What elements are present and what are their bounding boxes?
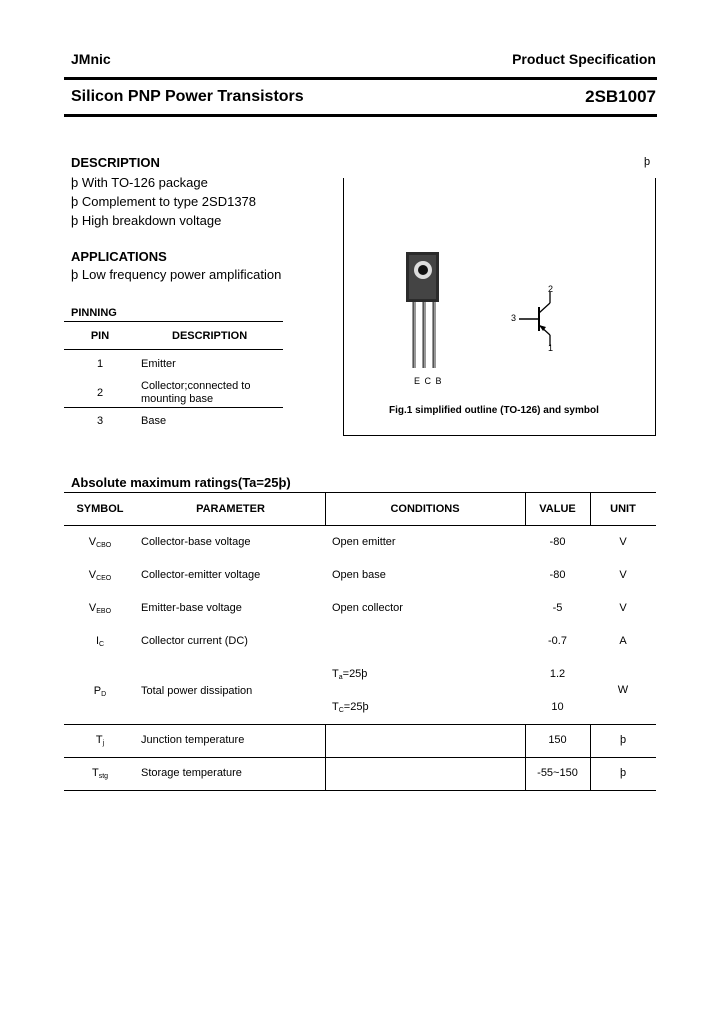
brand-name: JMnic <box>71 51 111 67</box>
ratings-col-value: VALUE <box>539 503 576 515</box>
symbol-pin-3: 3 <box>511 313 517 323</box>
pinning-rule-row <box>64 407 283 408</box>
ratings-condition: Open collector <box>332 602 403 614</box>
list-item <box>71 192 256 211</box>
ratings-parameter: Junction temperature <box>141 734 245 746</box>
ratings-value: -0.7 <box>548 635 567 647</box>
symbol-pin-1: 1 <box>548 343 554 353</box>
ratings-rule-top <box>64 492 656 493</box>
figure-caption: Fig.1 simplified outline (TO-126) and symbol <box>389 405 599 416</box>
ratings-condition: Open emitter <box>332 536 396 548</box>
applications-heading: APPLICATIONS <box>71 249 167 264</box>
ratings-col-unit: UNIT <box>610 503 636 515</box>
pinning-rule-top <box>64 321 283 322</box>
ratings-col-conditions: CONDITIONS <box>390 503 460 515</box>
ratings-condition: $T_a=25þ$ <box>332 668 368 681</box>
list-item <box>71 267 281 282</box>
pinning-heading: PINNING <box>71 307 117 319</box>
ratings-parameter: Collector-base voltage <box>141 536 251 548</box>
pin-description-line: mounting base <box>141 393 214 405</box>
document-type: Product Specification <box>512 51 656 67</box>
pin-description: Base <box>141 415 167 427</box>
bullet-icon: þ <box>71 175 79 190</box>
ratings-symbol: $V_{CEO}$ <box>88 569 112 582</box>
ratings-symbol: $T_j$ <box>95 734 105 747</box>
ratings-parameter: Collector-emitter voltage <box>141 569 261 581</box>
list-item <box>71 173 256 192</box>
bullet-icon: þ <box>71 213 79 228</box>
list-item-text: High breakdown voltage <box>81 213 222 228</box>
ratings-symbol: $V_{EBO}$ <box>88 602 112 615</box>
ratings-parameter: Emitter-base voltage <box>141 602 242 614</box>
ratings-col-symbol: SYMBOL <box>76 503 124 515</box>
ratings-parameter: Storage temperature <box>141 767 242 779</box>
list-item-text: Low frequency power amplification <box>81 267 282 282</box>
ratings-value: 10 <box>551 701 564 713</box>
corner-mark: þ <box>644 156 651 168</box>
ratings-heading: Absolute maximum ratings(Ta=25þ) <box>71 475 291 490</box>
pin-number: 2 <box>96 387 104 399</box>
ratings-unit: W <box>617 684 629 696</box>
list-item-text: Complement to type 2SD1378 <box>81 194 257 209</box>
list-item <box>71 211 256 230</box>
ratings-value: -80 <box>549 536 566 548</box>
figure-border-left <box>343 178 344 436</box>
pin-description <box>141 380 250 406</box>
ratings-col-divider <box>325 724 326 790</box>
ratings-unit: A <box>619 635 627 647</box>
ratings-unit: V <box>619 536 627 548</box>
bullet-icon: þ <box>71 194 79 209</box>
figure-border-right <box>655 178 656 436</box>
description-list <box>71 173 256 230</box>
ratings-symbol: $V_{CBO}$ <box>88 536 112 549</box>
ratings-symbol: $T_{stg}$ <box>91 767 109 780</box>
pin-description-line: Collector;connected to <box>141 380 251 392</box>
ratings-value: 1.2 <box>549 668 566 680</box>
ratings-parameter: Total power dissipation <box>141 685 253 697</box>
ratings-value: -80 <box>549 569 566 581</box>
pinning-col-pin: PIN <box>90 330 110 342</box>
ratings-unit: þ <box>619 767 627 779</box>
header-rule-top <box>64 77 657 80</box>
description-heading: DESCRIPTION <box>71 155 160 170</box>
header-rule-bottom <box>64 114 657 117</box>
ratings-value: -55~150 <box>537 767 578 779</box>
ratings-rule-row <box>64 724 656 725</box>
ratings-value: -5 <box>552 602 563 614</box>
ratings-unit: þ <box>619 734 627 746</box>
ratings-unit: V <box>619 569 627 581</box>
ratings-rule-bottom <box>64 790 656 791</box>
ratings-col-parameter: PARAMETER <box>196 503 265 515</box>
pinning-col-description: DESCRIPTION <box>172 330 248 342</box>
ratings-unit: V <box>619 602 627 614</box>
ratings-parameter: Collector current (DC) <box>141 635 248 647</box>
ratings-condition: $T_C=25þ$ <box>332 701 369 714</box>
ratings-value: 150 <box>548 734 567 746</box>
ratings-condition: Open base <box>332 569 386 581</box>
ratings-symbol: $P_D$ <box>93 685 107 698</box>
pin-number: 1 <box>96 358 104 370</box>
pin-letters: E C B <box>414 376 443 386</box>
symbol-pin-2: 2 <box>548 284 554 294</box>
bullet-icon: þ <box>71 267 79 282</box>
pin-description: Emitter <box>141 358 176 370</box>
pin-number: 3 <box>96 415 104 427</box>
figure-border-bottom <box>343 435 656 436</box>
pinning-rule-header <box>64 349 283 350</box>
ratings-symbol: $I_C$ <box>95 635 105 648</box>
ratings-rule-header <box>64 525 656 526</box>
page-title: Silicon PNP Power Transistors <box>71 88 304 105</box>
list-item-text: With TO-126 package <box>81 175 208 190</box>
part-number: 2SB1007 <box>585 87 656 106</box>
to126-package-image <box>395 245 455 375</box>
ratings-rule-row <box>64 757 656 758</box>
